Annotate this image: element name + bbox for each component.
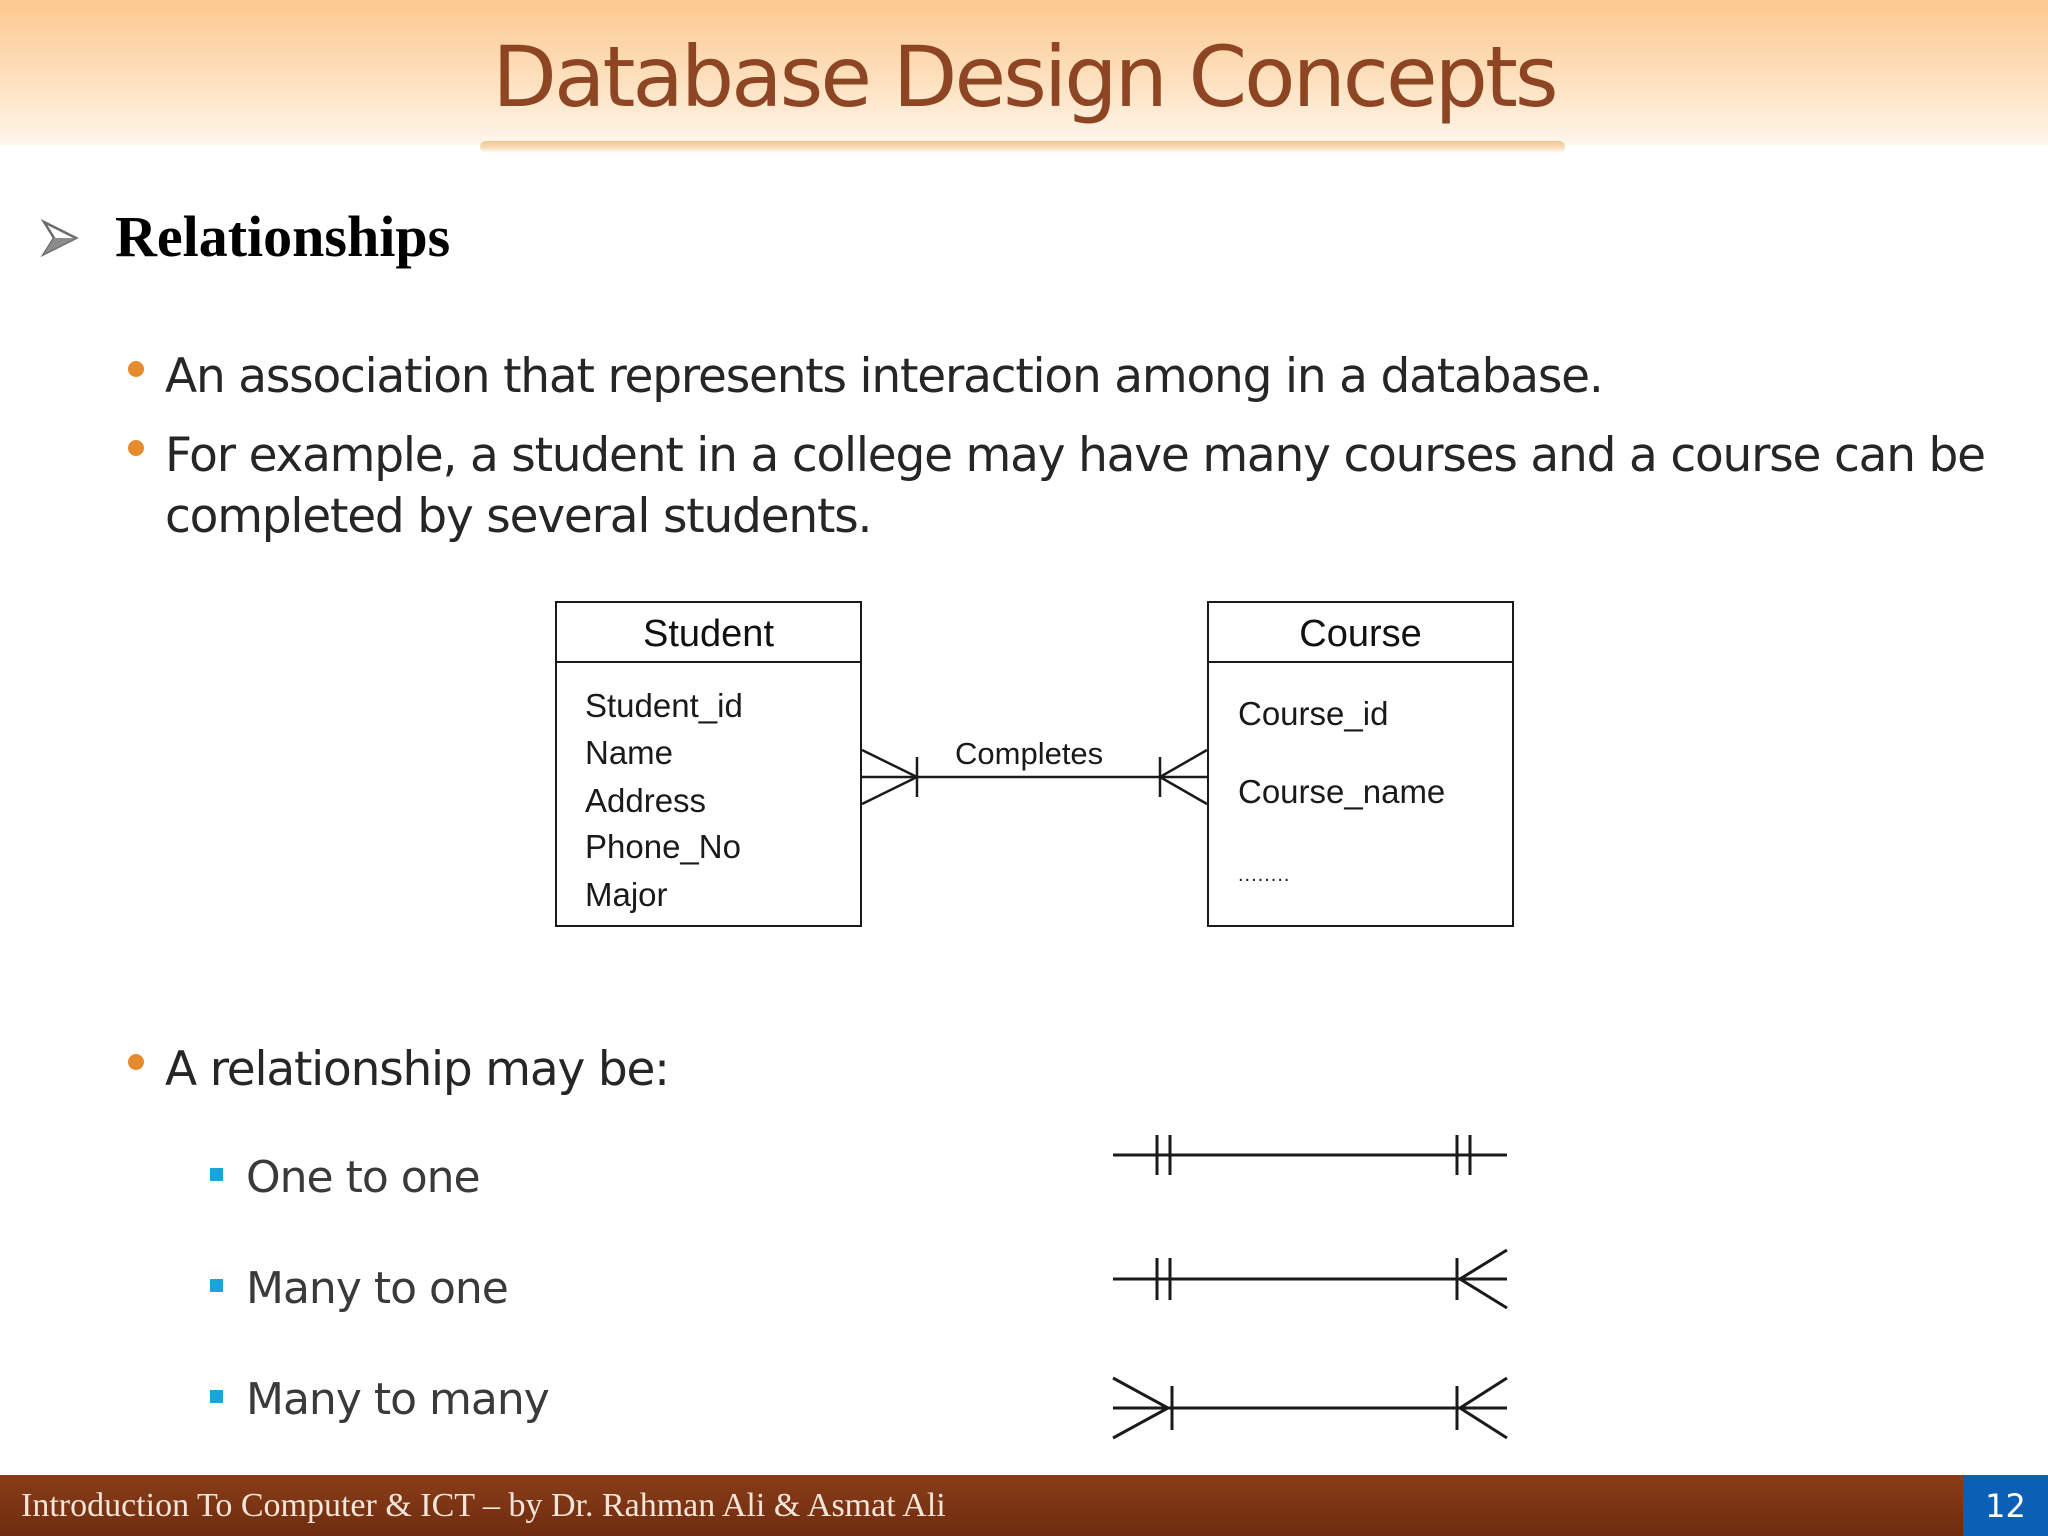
bullet-dot	[128, 1054, 144, 1070]
section-heading: Relationships	[115, 204, 451, 269]
bullet-dot	[128, 361, 144, 377]
bullet-text-1: An association that represents interaction among in a database.	[165, 349, 1603, 404]
bullet-dot	[128, 440, 144, 456]
bullet-text-2-line-1: For example, a student in a college may have many courses and a course can be	[165, 428, 1985, 483]
sub-bullet-square	[210, 1168, 223, 1181]
footer-text: Introduction To Computer & ICT – by Dr. Rahman Ali & Asmat Ali	[21, 1487, 946, 1524]
student-attr-phone: Phone_No	[585, 828, 741, 865]
student-entity-title: Student	[557, 603, 860, 663]
bullet-text-3: A relationship may be:	[165, 1042, 669, 1097]
course-attr-name: Course_name	[1238, 773, 1446, 810]
relationship-type-one-to-one: One to one	[246, 1152, 480, 1203]
sub-bullet-square	[210, 1390, 223, 1403]
relationship-label: Completes	[955, 736, 1104, 771]
page-number: 12	[1985, 1487, 2026, 1525]
bullet-text-2-line-2: completed by several students.	[165, 489, 872, 544]
student-attr-name: Name	[585, 734, 674, 771]
relationship-type-many-to-one: Many to one	[246, 1263, 508, 1314]
student-attr-address: Address	[585, 782, 707, 819]
course-attr-etc: ........	[1238, 864, 1291, 886]
slide-title: Database Design Concepts	[492, 28, 1556, 126]
arrow-bullet-icon	[40, 218, 80, 258]
student-attr-major: Major	[585, 876, 668, 913]
sub-bullet-square	[210, 1279, 223, 1292]
student-attr-id: Student_id	[585, 687, 743, 724]
title-underline	[480, 141, 1565, 153]
course-attr-id: Course_id	[1238, 695, 1389, 732]
course-entity-title: Course	[1209, 603, 1512, 663]
relationship-type-many-to-many: Many to many	[246, 1374, 549, 1425]
